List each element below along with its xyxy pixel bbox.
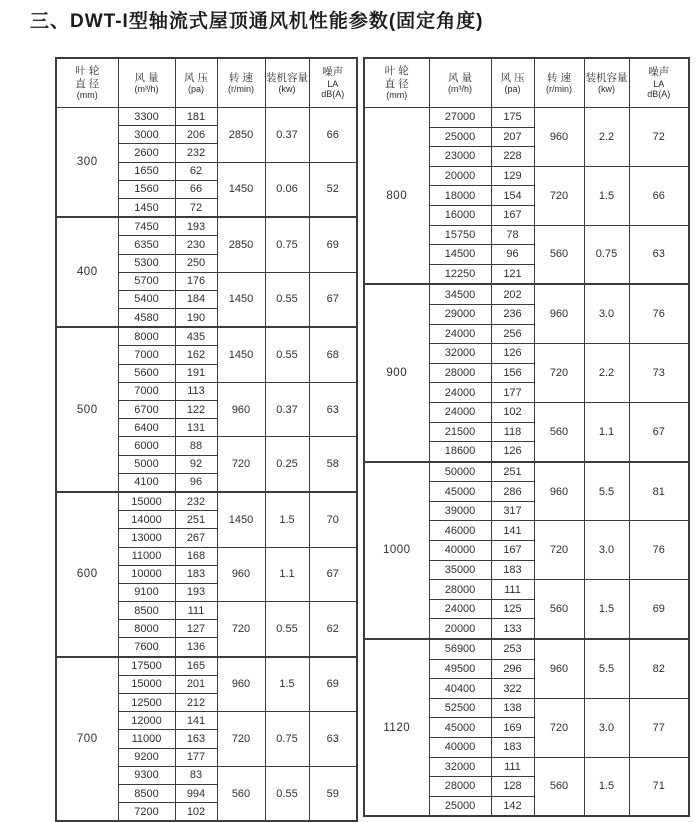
header-power-label: 装机容量 bbox=[266, 71, 308, 84]
airflow-cell: 40000 bbox=[429, 541, 491, 561]
noise-cell: 73 bbox=[629, 344, 689, 403]
noise-cell: 58 bbox=[309, 437, 357, 492]
speed-cell: 960 bbox=[217, 382, 265, 437]
pressure-cell: 168 bbox=[175, 547, 217, 565]
pressure-cell: 78 bbox=[491, 225, 534, 245]
power-cell: 1.5 bbox=[584, 580, 629, 639]
pressure-cell: 169 bbox=[491, 718, 534, 738]
pressure-cell: 267 bbox=[175, 529, 217, 547]
airflow-cell: 6350 bbox=[118, 236, 175, 254]
table-row bbox=[56, 492, 357, 511]
power-cell: 2.2 bbox=[584, 344, 629, 403]
pressure-cell: 133 bbox=[491, 619, 534, 639]
airflow-cell: 56900 bbox=[429, 639, 491, 659]
pressure-cell: 193 bbox=[175, 583, 217, 601]
header-diameter bbox=[56, 58, 118, 108]
header-diameter-unit: (mm) bbox=[386, 90, 408, 101]
power-cell: 3.0 bbox=[584, 521, 629, 580]
noise-cell: 69 bbox=[309, 217, 357, 272]
pressure-cell: 138 bbox=[491, 698, 534, 718]
header-airflow-label: 风 量 bbox=[448, 71, 472, 84]
power-cell: 0.75 bbox=[584, 225, 629, 284]
airflow-cell: 34500 bbox=[429, 284, 491, 304]
noise-cell: 67 bbox=[309, 272, 357, 327]
header-noise-unit: LA bbox=[327, 78, 339, 89]
speed-cell: 1450 bbox=[217, 492, 265, 547]
airflow-cell: 7600 bbox=[118, 638, 175, 657]
header-noise-unit: dB(A) bbox=[647, 89, 671, 100]
pressure-cell: 183 bbox=[491, 560, 534, 580]
power-cell: 1.1 bbox=[265, 547, 309, 602]
table-row bbox=[56, 217, 357, 236]
pressure-cell: 111 bbox=[175, 602, 217, 620]
performance-table-right bbox=[363, 57, 688, 817]
pressure-cell: 193 bbox=[175, 217, 217, 236]
pressure-cell: 202 bbox=[491, 284, 534, 304]
power-cell: 0.37 bbox=[265, 382, 309, 437]
airflow-cell: 7000 bbox=[118, 346, 175, 364]
airflow-cell: 24000 bbox=[429, 383, 491, 403]
power-cell: 1.5 bbox=[584, 166, 629, 225]
header-pressure-label: 风 压 bbox=[500, 71, 525, 84]
pressure-cell: 317 bbox=[491, 501, 534, 521]
airflow-cell: 11000 bbox=[118, 547, 175, 565]
pressure-cell: 165 bbox=[175, 657, 217, 676]
noise-cell: 66 bbox=[309, 108, 357, 163]
power-cell: 0.55 bbox=[265, 602, 309, 657]
speed-cell: 560 bbox=[534, 757, 584, 816]
airflow-cell: 8500 bbox=[118, 784, 175, 802]
section-1000 bbox=[364, 462, 689, 639]
pressure-cell: 183 bbox=[491, 738, 534, 758]
airflow-cell: 13000 bbox=[118, 529, 175, 547]
airflow-cell: 6400 bbox=[118, 419, 175, 437]
speed-cell: 1450 bbox=[217, 162, 265, 217]
speed-cell: 560 bbox=[217, 766, 265, 821]
speed-cell: 960 bbox=[534, 284, 584, 343]
speed-cell: 2850 bbox=[217, 108, 265, 163]
pressure-cell: 322 bbox=[491, 679, 534, 699]
airflow-cell: 12250 bbox=[429, 264, 491, 284]
power-cell: 5.5 bbox=[584, 639, 629, 698]
pressure-cell: 122 bbox=[175, 401, 217, 419]
header-noise-label: 噪声 bbox=[322, 66, 344, 79]
speed-cell: 560 bbox=[534, 225, 584, 284]
pressure-cell: 125 bbox=[491, 599, 534, 619]
pressure-cell: 228 bbox=[491, 147, 534, 167]
airflow-cell: 18600 bbox=[429, 442, 491, 462]
pressure-cell: 250 bbox=[175, 254, 217, 272]
pressure-cell: 92 bbox=[175, 455, 217, 473]
speed-cell: 960 bbox=[534, 108, 584, 167]
header-diameter-label: 直 径 bbox=[75, 77, 100, 90]
pressure-cell: 232 bbox=[175, 144, 217, 162]
power-cell: 1.1 bbox=[584, 402, 629, 461]
airflow-cell: 9200 bbox=[118, 748, 175, 766]
diameter-cell: 500 bbox=[56, 327, 118, 492]
header-noise-unit: LA bbox=[653, 78, 665, 89]
performance-table-left bbox=[55, 57, 356, 822]
speed-cell: 2850 bbox=[217, 217, 265, 272]
header-row bbox=[364, 58, 689, 108]
pressure-cell: 256 bbox=[491, 324, 534, 344]
header-power-unit: (kw) bbox=[278, 84, 296, 95]
section-1120 bbox=[364, 639, 689, 816]
pressure-cell: 236 bbox=[491, 304, 534, 324]
airflow-cell: 28000 bbox=[429, 777, 491, 797]
pressure-cell: 435 bbox=[175, 327, 217, 346]
section-800 bbox=[364, 108, 689, 285]
pressure-cell: 72 bbox=[175, 198, 217, 217]
airflow-cell: 3300 bbox=[118, 108, 175, 126]
speed-cell: 720 bbox=[534, 521, 584, 580]
pressure-cell: 128 bbox=[491, 777, 534, 797]
pressure-cell: 175 bbox=[491, 108, 534, 128]
speed-cell: 720 bbox=[534, 344, 584, 403]
header-airflow bbox=[118, 58, 175, 108]
power-cell: 0.06 bbox=[265, 162, 309, 217]
section-400 bbox=[56, 217, 357, 327]
speed-cell: 960 bbox=[534, 462, 584, 521]
pressure-cell: 129 bbox=[491, 166, 534, 186]
airflow-cell: 45000 bbox=[429, 482, 491, 502]
pressure-cell: 183 bbox=[175, 565, 217, 583]
pressure-cell: 154 bbox=[491, 186, 534, 206]
section-500 bbox=[56, 327, 357, 492]
power-cell: 0.37 bbox=[265, 108, 309, 163]
airflow-cell: 25000 bbox=[429, 796, 491, 816]
header-power bbox=[584, 58, 629, 108]
pressure-cell: 131 bbox=[175, 419, 217, 437]
airflow-cell: 1560 bbox=[118, 180, 175, 198]
airflow-cell: 32000 bbox=[429, 344, 491, 364]
airflow-cell: 28000 bbox=[429, 363, 491, 383]
airflow-cell: 4580 bbox=[118, 309, 175, 328]
speed-cell: 720 bbox=[217, 712, 265, 767]
header-speed-label: 转 速 bbox=[229, 71, 253, 84]
header-power bbox=[265, 58, 309, 108]
noise-cell: 52 bbox=[309, 162, 357, 217]
speed-cell: 960 bbox=[217, 657, 265, 712]
noise-cell: 63 bbox=[629, 225, 689, 284]
airflow-cell: 7450 bbox=[118, 217, 175, 236]
pressure-cell: 177 bbox=[491, 383, 534, 403]
airflow-cell: 12500 bbox=[118, 694, 175, 712]
header-diameter bbox=[364, 58, 429, 108]
airflow-cell: 24000 bbox=[429, 402, 491, 422]
pressure-cell: 286 bbox=[491, 482, 534, 502]
airflow-cell: 23000 bbox=[429, 147, 491, 167]
airflow-cell: 25000 bbox=[429, 127, 491, 147]
pressure-cell: 251 bbox=[175, 511, 217, 529]
header-noise bbox=[309, 58, 357, 108]
pressure-cell: 88 bbox=[175, 437, 217, 455]
header-noise bbox=[629, 58, 689, 108]
noise-cell: 69 bbox=[629, 580, 689, 639]
diameter-cell: 900 bbox=[364, 284, 429, 461]
airflow-cell: 45000 bbox=[429, 718, 491, 738]
pressure-cell: 184 bbox=[175, 290, 217, 308]
airflow-cell: 24000 bbox=[429, 599, 491, 619]
power-cell: 1.5 bbox=[265, 657, 309, 712]
airflow-cell: 20000 bbox=[429, 619, 491, 639]
pressure-cell: 96 bbox=[175, 473, 217, 492]
airflow-cell: 12000 bbox=[118, 712, 175, 730]
airflow-cell: 52500 bbox=[429, 698, 491, 718]
header-airflow-unit: (m³/h) bbox=[134, 84, 159, 95]
pressure-cell: 66 bbox=[175, 180, 217, 198]
power-cell: 0.55 bbox=[265, 766, 309, 821]
header-diameter-label: 叶 轮 bbox=[384, 65, 409, 78]
header-pressure bbox=[175, 58, 217, 108]
airflow-cell: 11000 bbox=[118, 730, 175, 748]
airflow-cell: 24000 bbox=[429, 324, 491, 344]
airflow-cell: 17500 bbox=[118, 657, 175, 676]
header-diameter-unit: (mm) bbox=[76, 90, 98, 101]
pressure-cell: 212 bbox=[175, 694, 217, 712]
power-cell: 0.55 bbox=[265, 327, 309, 382]
pressure-cell: 141 bbox=[491, 521, 534, 541]
power-cell: 3.0 bbox=[584, 698, 629, 757]
pressure-cell: 141 bbox=[175, 712, 217, 730]
header-power-label: 装机容量 bbox=[585, 71, 628, 84]
pressure-cell: 113 bbox=[175, 382, 217, 400]
pressure-cell: 167 bbox=[491, 205, 534, 225]
noise-cell: 69 bbox=[309, 657, 357, 712]
airflow-cell: 5400 bbox=[118, 290, 175, 308]
airflow-cell: 1450 bbox=[118, 198, 175, 217]
header-speed-unit: (r/min) bbox=[228, 84, 254, 95]
pressure-cell: 96 bbox=[491, 245, 534, 265]
airflow-cell: 2600 bbox=[118, 144, 175, 162]
pressure-cell: 102 bbox=[491, 402, 534, 422]
table-row bbox=[56, 657, 357, 676]
pressure-cell: 251 bbox=[491, 462, 534, 482]
speed-cell: 1450 bbox=[217, 272, 265, 327]
table-row bbox=[56, 327, 357, 346]
pressure-cell: 177 bbox=[175, 748, 217, 766]
pressure-cell: 181 bbox=[175, 108, 217, 126]
pressure-cell: 201 bbox=[175, 675, 217, 693]
airflow-cell: 8000 bbox=[118, 327, 175, 346]
noise-cell: 68 bbox=[309, 327, 357, 382]
header-diameter-label: 直 径 bbox=[384, 77, 409, 90]
header-row bbox=[56, 58, 357, 108]
airflow-cell: 35000 bbox=[429, 560, 491, 580]
pressure-cell: 162 bbox=[175, 346, 217, 364]
pressure-cell: 102 bbox=[175, 803, 217, 822]
noise-cell: 72 bbox=[629, 108, 689, 167]
header-noise-label: 噪声 bbox=[648, 66, 670, 79]
power-cell: 1.5 bbox=[265, 492, 309, 547]
airflow-cell: 39000 bbox=[429, 501, 491, 521]
page-title: 三、DWT-I型轴流式屋顶通风机性能参数(固定角度) bbox=[30, 11, 484, 32]
pressure-cell: 142 bbox=[491, 796, 534, 816]
pressure-cell: 232 bbox=[175, 492, 217, 511]
airflow-cell: 1650 bbox=[118, 162, 175, 180]
pressure-cell: 118 bbox=[491, 422, 534, 442]
noise-cell: 63 bbox=[309, 382, 357, 437]
noise-cell: 67 bbox=[309, 547, 357, 602]
airflow-cell: 18000 bbox=[429, 186, 491, 206]
pressure-cell: 167 bbox=[491, 541, 534, 561]
airflow-cell: 15750 bbox=[429, 225, 491, 245]
airflow-cell: 50000 bbox=[429, 462, 491, 482]
speed-cell: 560 bbox=[534, 402, 584, 461]
pressure-cell: 111 bbox=[491, 580, 534, 600]
speed-cell: 720 bbox=[217, 602, 265, 657]
pressure-cell: 83 bbox=[175, 766, 217, 784]
noise-cell: 66 bbox=[629, 166, 689, 225]
spec-table-left bbox=[55, 57, 358, 822]
diameter-cell: 1120 bbox=[364, 639, 429, 816]
power-cell: 5.5 bbox=[584, 462, 629, 521]
table-row bbox=[364, 462, 689, 482]
speed-cell: 560 bbox=[534, 580, 584, 639]
noise-cell: 82 bbox=[629, 639, 689, 698]
speed-cell: 960 bbox=[217, 547, 265, 602]
airflow-cell: 5300 bbox=[118, 254, 175, 272]
table-row bbox=[364, 284, 689, 304]
noise-cell: 81 bbox=[629, 462, 689, 521]
header-speed-label: 转 速 bbox=[547, 71, 571, 84]
power-cell: 0.25 bbox=[265, 437, 309, 492]
header-airflow-unit: (m³/h) bbox=[448, 84, 472, 95]
table-row bbox=[56, 108, 357, 126]
header-power-unit: (kw) bbox=[598, 84, 615, 95]
noise-cell: 59 bbox=[309, 766, 357, 821]
airflow-cell: 6000 bbox=[118, 437, 175, 455]
noise-cell: 76 bbox=[629, 284, 689, 343]
speed-cell: 720 bbox=[534, 166, 584, 225]
airflow-cell: 8500 bbox=[118, 602, 175, 620]
pressure-cell: 253 bbox=[491, 639, 534, 659]
section-300 bbox=[56, 108, 357, 218]
airflow-cell: 7000 bbox=[118, 382, 175, 400]
header-diameter-label: 叶 轮 bbox=[75, 65, 100, 78]
header-speed bbox=[217, 58, 265, 108]
header-speed bbox=[534, 58, 584, 108]
pressure-cell: 176 bbox=[175, 272, 217, 290]
airflow-cell: 9300 bbox=[118, 766, 175, 784]
airflow-cell: 14000 bbox=[118, 511, 175, 529]
airflow-cell: 5700 bbox=[118, 272, 175, 290]
pressure-cell: 207 bbox=[491, 127, 534, 147]
airflow-cell: 16000 bbox=[429, 205, 491, 225]
noise-cell: 71 bbox=[629, 757, 689, 816]
airflow-cell: 7200 bbox=[118, 803, 175, 822]
airflow-cell: 40400 bbox=[429, 679, 491, 699]
noise-cell: 62 bbox=[309, 602, 357, 657]
section-600 bbox=[56, 492, 357, 657]
diameter-cell: 1000 bbox=[364, 462, 429, 639]
power-cell: 2.2 bbox=[584, 108, 629, 167]
pressure-cell: 136 bbox=[175, 638, 217, 657]
power-cell: 1.5 bbox=[584, 757, 629, 816]
header-pressure bbox=[491, 58, 534, 108]
header-pressure-unit: (pa) bbox=[504, 84, 521, 95]
pressure-cell: 111 bbox=[491, 757, 534, 777]
pressure-cell: 206 bbox=[175, 126, 217, 144]
noise-cell: 67 bbox=[629, 402, 689, 461]
noise-cell: 77 bbox=[629, 698, 689, 757]
airflow-cell: 21500 bbox=[429, 422, 491, 442]
section-700 bbox=[56, 657, 357, 822]
speed-cell: 720 bbox=[217, 437, 265, 492]
pressure-cell: 121 bbox=[491, 264, 534, 284]
header-pressure-label: 风 压 bbox=[184, 71, 208, 84]
diameter-cell: 300 bbox=[56, 108, 118, 218]
table-row bbox=[364, 108, 689, 128]
header-airflow bbox=[429, 58, 491, 108]
noise-cell: 70 bbox=[309, 492, 357, 547]
spec-table-right bbox=[363, 57, 690, 817]
pressure-cell: 62 bbox=[175, 162, 217, 180]
diameter-cell: 700 bbox=[56, 657, 118, 822]
airflow-cell: 28000 bbox=[429, 580, 491, 600]
header-pressure-unit: (pa) bbox=[187, 84, 204, 95]
airflow-cell: 15000 bbox=[118, 675, 175, 693]
airflow-cell: 32000 bbox=[429, 757, 491, 777]
airflow-cell: 27000 bbox=[429, 108, 491, 128]
speed-cell: 960 bbox=[534, 639, 584, 698]
speed-cell: 720 bbox=[534, 698, 584, 757]
airflow-cell: 14500 bbox=[429, 245, 491, 265]
diameter-cell: 800 bbox=[364, 108, 429, 285]
pressure-cell: 126 bbox=[491, 344, 534, 364]
header-speed-unit: (r/min) bbox=[546, 84, 572, 95]
pressure-cell: 191 bbox=[175, 364, 217, 382]
pressure-cell: 296 bbox=[491, 659, 534, 679]
airflow-cell: 29000 bbox=[429, 304, 491, 324]
airflow-cell: 6700 bbox=[118, 401, 175, 419]
pressure-cell: 163 bbox=[175, 730, 217, 748]
airflow-cell: 3000 bbox=[118, 126, 175, 144]
airflow-cell: 49500 bbox=[429, 659, 491, 679]
airflow-cell: 4100 bbox=[118, 473, 175, 492]
header-airflow-label: 风 量 bbox=[134, 71, 159, 84]
airflow-cell: 5600 bbox=[118, 364, 175, 382]
airflow-cell: 46000 bbox=[429, 521, 491, 541]
airflow-cell: 5000 bbox=[118, 455, 175, 473]
airflow-cell: 8000 bbox=[118, 620, 175, 638]
airflow-cell: 10000 bbox=[118, 565, 175, 583]
airflow-cell: 9100 bbox=[118, 583, 175, 601]
header-noise-unit: dB(A) bbox=[321, 89, 345, 100]
pressure-cell: 156 bbox=[491, 363, 534, 383]
section-900 bbox=[364, 284, 689, 461]
airflow-cell: 15000 bbox=[118, 492, 175, 511]
noise-cell: 76 bbox=[629, 521, 689, 580]
power-cell: 0.75 bbox=[265, 712, 309, 767]
power-cell: 3.0 bbox=[584, 284, 629, 343]
diameter-cell: 400 bbox=[56, 217, 118, 327]
noise-cell: 63 bbox=[309, 712, 357, 767]
pressure-cell: 230 bbox=[175, 236, 217, 254]
pressure-cell: 190 bbox=[175, 309, 217, 328]
airflow-cell: 40000 bbox=[429, 738, 491, 758]
speed-cell: 1450 bbox=[217, 327, 265, 382]
pressure-cell: 127 bbox=[175, 620, 217, 638]
power-cell: 0.75 bbox=[265, 217, 309, 272]
diameter-cell: 600 bbox=[56, 492, 118, 657]
pressure-cell: 994 bbox=[175, 784, 217, 802]
power-cell: 0.55 bbox=[265, 272, 309, 327]
airflow-cell: 20000 bbox=[429, 166, 491, 186]
table-row bbox=[364, 639, 689, 659]
pressure-cell: 126 bbox=[491, 442, 534, 462]
